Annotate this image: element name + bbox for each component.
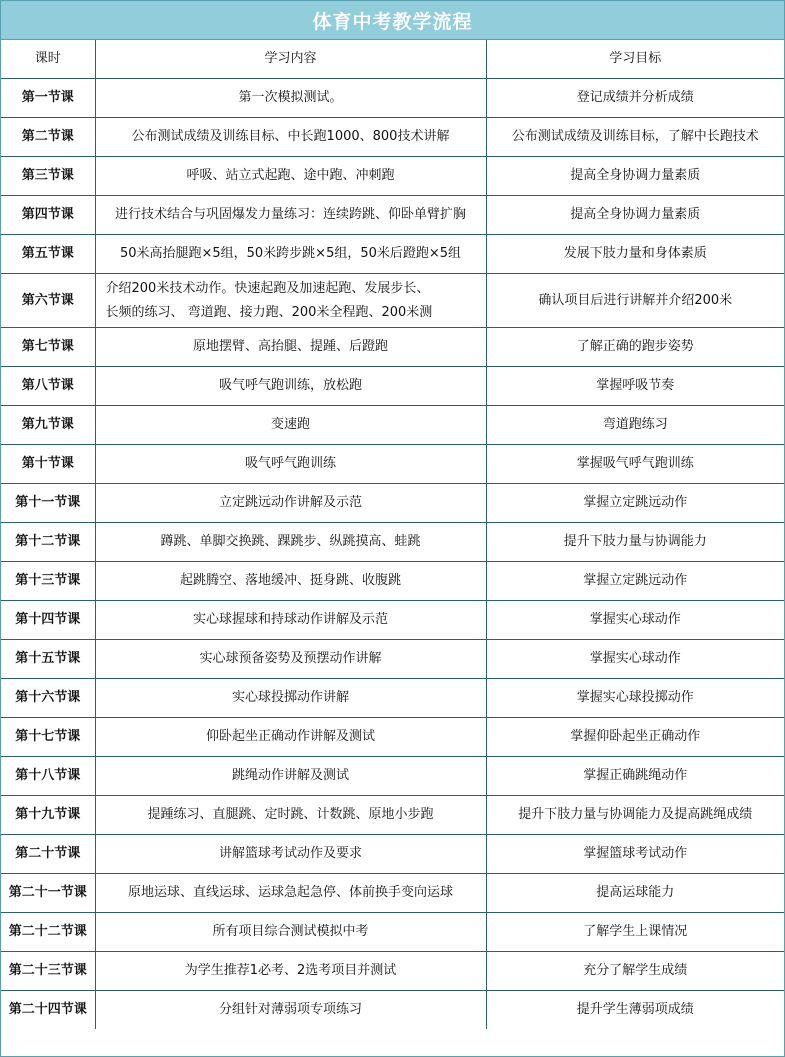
content-cell [95, 274, 486, 328]
lesson-cell: 第十六节课 [1, 679, 95, 718]
lesson-cell: 第九节课 [1, 406, 95, 445]
goal-cell: 登记成绩并分析成绩 [486, 79, 784, 118]
lesson-cell: 第七节课 [1, 328, 95, 367]
lesson-cell: 第十四节课 [1, 601, 95, 640]
goal-cell: 发展下肢力量和身体素质 [486, 235, 784, 274]
goal-cell: 了解正确的跑步姿势 [486, 328, 784, 367]
content-cell: 实心球投掷动作讲解 [95, 679, 486, 718]
table-row [1, 913, 784, 952]
sheet-title: 体育中考教学流程 [1, 0, 784, 40]
table-row [1, 718, 784, 757]
table-header-row [1, 40, 784, 79]
table-row [1, 601, 784, 640]
goal-cell: 充分了解学生成绩 [486, 952, 784, 991]
goal-cell: 掌握仰卧起坐正确动作 [486, 718, 784, 757]
content-cell: 吸气呼气跑训练，放松跑 [95, 367, 486, 406]
table-row [1, 367, 784, 406]
content-cell: 原地摆臂、高抬腿、提踵、后蹬跑 [95, 328, 486, 367]
lesson-cell: 第二十四节课 [1, 991, 95, 1030]
table-row [1, 523, 784, 562]
table-row [1, 796, 784, 835]
table-row [1, 562, 784, 601]
goal-cell: 掌握正确跳绳动作 [486, 757, 784, 796]
lesson-cell: 第十二节课 [1, 523, 95, 562]
goal-cell: 公布测试成绩及训练目标，了解中长跑技术 [486, 118, 784, 157]
lesson-cell: 第十一节课 [1, 484, 95, 523]
content-cell: 原地运球、直线运球、运球急起急停、体前换手变向运球 [95, 874, 486, 913]
table-row [1, 406, 784, 445]
goal-cell: 提高全身协调力量素质 [486, 196, 784, 235]
table-row [1, 274, 784, 328]
table-row [1, 328, 784, 367]
content-cell: 跳绳动作讲解及测试 [95, 757, 486, 796]
content-cell: 所有项目综合测试模拟中考 [95, 913, 486, 952]
goal-cell: 了解学生上课情况 [486, 913, 784, 952]
lesson-cell: 第五节课 [1, 235, 95, 274]
goal-cell: 提高运球能力 [486, 874, 784, 913]
table-row [1, 952, 784, 991]
lesson-cell: 第六节课 [1, 274, 95, 328]
goal-cell: 掌握实心球动作 [486, 601, 784, 640]
table-row [1, 118, 784, 157]
content-cell: 为学生推荐1必考、2选考项目并测试 [95, 952, 486, 991]
table-row [1, 196, 784, 235]
content-cell: 立定跳远动作讲解及示范 [95, 484, 486, 523]
goal-cell: 掌握立定跳远动作 [486, 484, 784, 523]
lesson-cell: 第十节课 [1, 445, 95, 484]
goal-cell: 提升学生薄弱项成绩 [486, 991, 784, 1030]
table-row [1, 445, 784, 484]
content-cell: 提踵练习、直腿跳、定时跳、计数跳、原地小步跑 [95, 796, 486, 835]
table-row [1, 79, 784, 118]
content-cell: 呼吸、站立式起跑、途中跑、冲刺跑 [95, 157, 486, 196]
header-content: 学习内容 [95, 40, 486, 79]
content-cell: 蹲跳、单脚交换跳、踝跳步、纵跳摸高、蛙跳 [95, 523, 486, 562]
content-cell: 进行技术结合与巩固爆发力量练习：连续跨跳、仰卧单臂扩胸 [95, 196, 486, 235]
header-lesson: 课时 [1, 40, 95, 79]
content-line: 介绍200米技术动作。快速起跑及加速起跑、发展步长、 [105, 280, 430, 296]
lesson-cell: 第十三节课 [1, 562, 95, 601]
table-row [1, 874, 784, 913]
content-line: 长频的练习、 弯道跑、接力跑、200米全程跑、200米测 [105, 304, 433, 320]
goal-cell: 掌握实心球动作 [486, 640, 784, 679]
lesson-cell: 第三节课 [1, 157, 95, 196]
content-cell: 变速跑 [95, 406, 486, 445]
table-row [1, 157, 784, 196]
content-cell: 吸气呼气跑训练 [95, 445, 486, 484]
content-cell: 实心球握球和持球动作讲解及示范 [95, 601, 486, 640]
content-cell: 讲解篮球考试动作及要求 [95, 835, 486, 874]
lesson-cell: 第二十节课 [1, 835, 95, 874]
goal-cell: 掌握立定跳远动作 [486, 562, 784, 601]
goal-cell: 掌握篮球考试动作 [486, 835, 784, 874]
goal-cell: 提升下肢力量与协调能力及提高跳绳成绩 [486, 796, 784, 835]
goal-cell: 掌握实心球投掷动作 [486, 679, 784, 718]
table-row [1, 835, 784, 874]
lesson-cell: 第二十二节课 [1, 913, 95, 952]
content-cell: 起跳腾空、落地缓冲、挺身跳、收腹跳 [95, 562, 486, 601]
content-cell: 仰卧起坐正确动作讲解及测试 [95, 718, 486, 757]
lesson-cell: 第一节课 [1, 79, 95, 118]
goal-cell: 掌握吸气呼气跑训练 [486, 445, 784, 484]
schedule-table [1, 40, 784, 1029]
goal-cell: 弯道跑练习 [486, 406, 784, 445]
goal-cell: 提升下肢力量与协调能力 [486, 523, 784, 562]
table-row [1, 484, 784, 523]
lesson-cell: 第十五节课 [1, 640, 95, 679]
goal-cell: 提高全身协调力量素质 [486, 157, 784, 196]
lesson-cell: 第十七节课 [1, 718, 95, 757]
header-goal: 学习目标 [486, 40, 784, 79]
table-row [1, 991, 784, 1030]
table-row [1, 757, 784, 796]
lesson-cell: 第八节课 [1, 367, 95, 406]
table-row [1, 679, 784, 718]
table-row [1, 640, 784, 679]
goal-cell: 确认项目后进行讲解并介绍200米 [486, 274, 784, 328]
lesson-cell: 第十九节课 [1, 796, 95, 835]
lesson-cell: 第二十一节课 [1, 874, 95, 913]
lesson-cell: 第二十三节课 [1, 952, 95, 991]
content-cell: 公布测试成绩及训练目标、中长跑1000、800技术讲解 [95, 118, 486, 157]
content-cell: 分组针对薄弱项专项练习 [95, 991, 486, 1030]
content-cell: 实心球预备姿势及预摆动作讲解 [95, 640, 486, 679]
lesson-cell: 第二节课 [1, 118, 95, 157]
content-cell: 第一次模拟测试。 [95, 79, 486, 118]
content-cell: 50米高抬腿跑×5组，50米跨步跳×5组，50米后蹬跑×5组 [95, 235, 486, 274]
table-row [1, 235, 784, 274]
goal-cell: 掌握呼吸节奏 [486, 367, 784, 406]
lesson-cell: 第十八节课 [1, 757, 95, 796]
lesson-cell: 第四节课 [1, 196, 95, 235]
